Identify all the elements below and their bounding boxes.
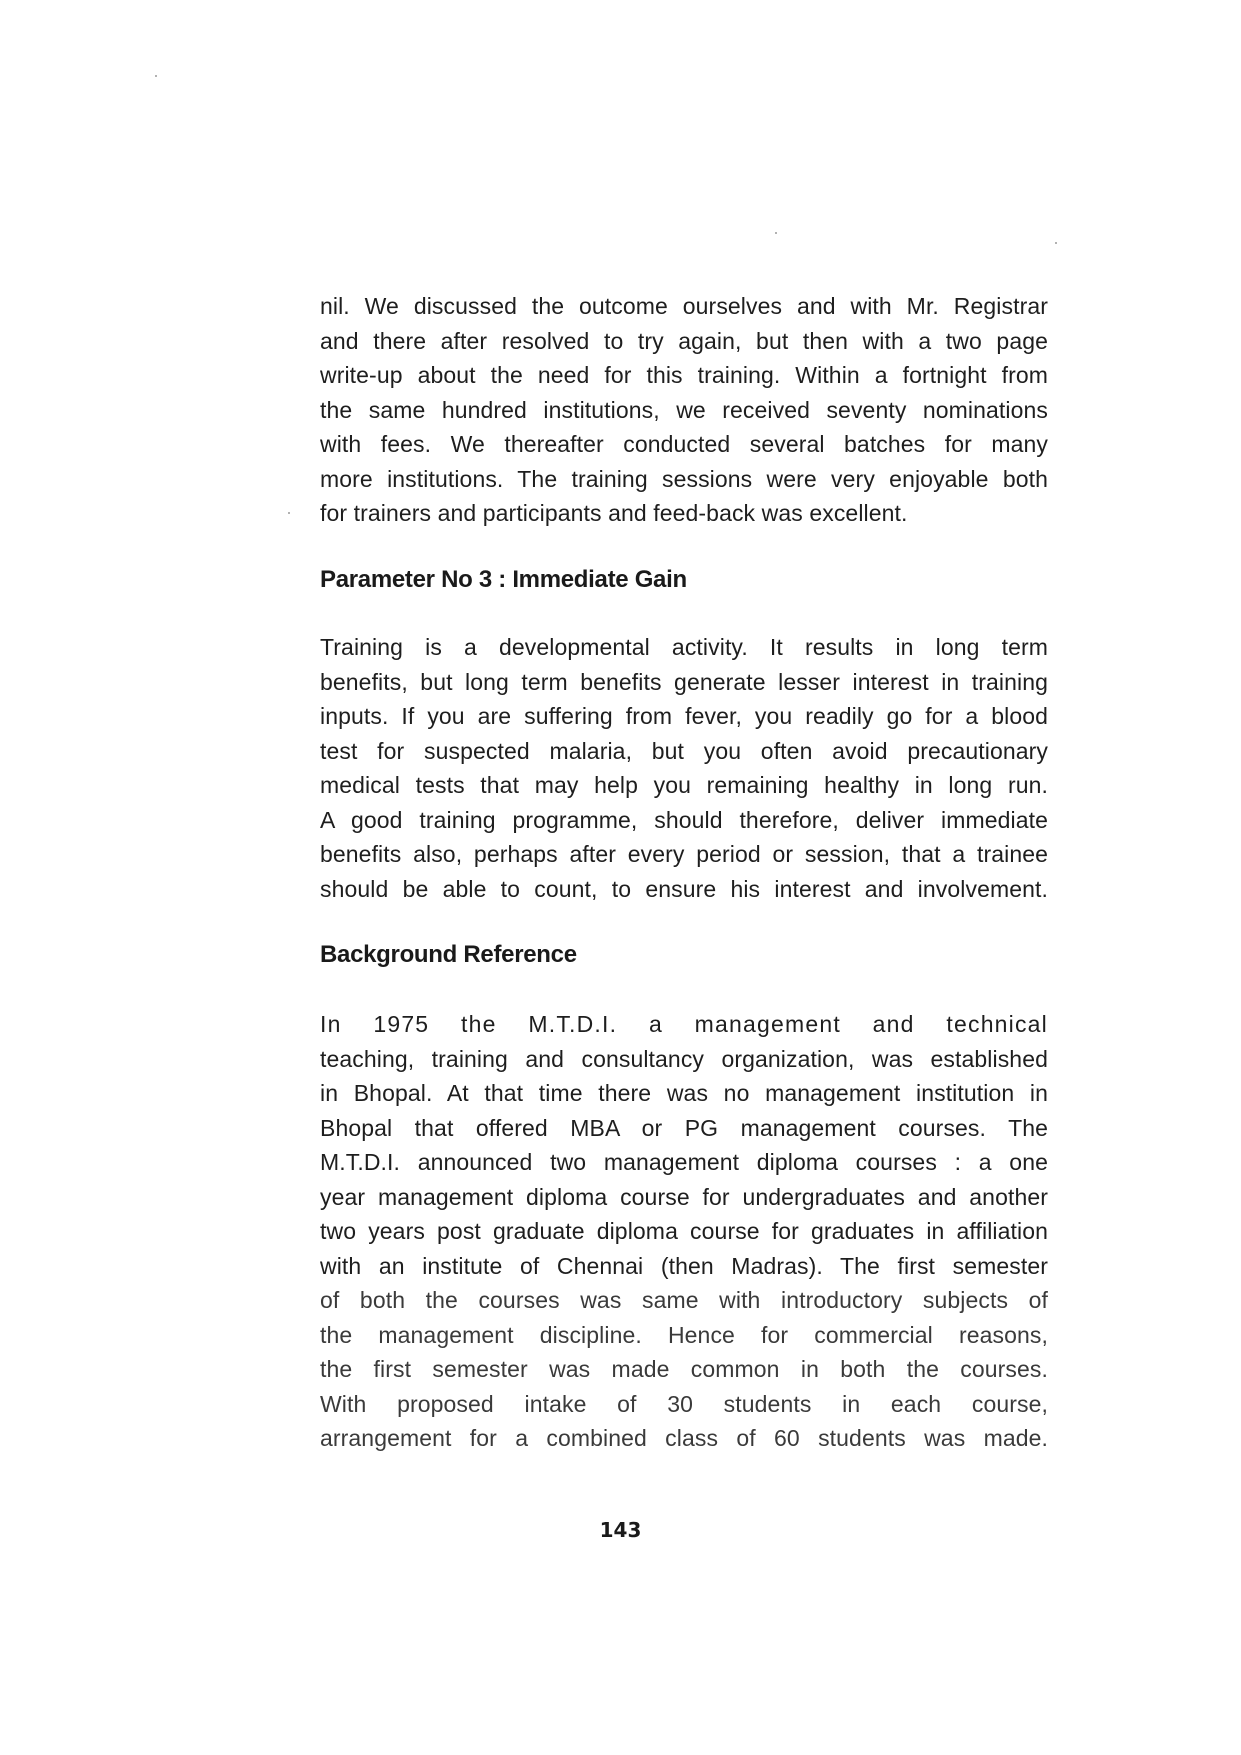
text-line: With proposed intake of 30 students in each course,	[320, 1390, 1048, 1417]
page-number: 143	[599, 1518, 642, 1542]
text-line: In 1975 the M.T.D.I. a management and technical	[320, 1011, 1048, 1037]
text-line: the management discipline. Hence for commercial reasons,	[320, 1321, 1048, 1348]
text-line: the first semester was made common in both the courses.	[320, 1356, 1048, 1382]
text-line: teaching, training and consultancy organization, was established	[320, 1045, 1048, 1072]
scan-speck	[1055, 242, 1057, 244]
text-line: write-up about the need for this training. Within a fortnight from	[320, 362, 1048, 388]
text-line: test for suspected malaria, but you often avoid precautionary	[320, 737, 1048, 764]
text-line: A good training programme, should therefore, deliver immediate	[320, 806, 1048, 833]
text-line: year management diploma course for undergraduates and another	[320, 1183, 1048, 1210]
paragraph-outcome	[320, 289, 1048, 531]
text-line: should be able to count, to ensure his interest and involvement.	[320, 875, 1048, 902]
text-line: Training is a developmental activity. It results in long term	[320, 634, 1048, 660]
text-line: for trainers and participants and feed-back was excellent.	[320, 500, 908, 526]
text-line: Bhopal that offered MBA or PG management courses. The	[320, 1114, 1048, 1141]
section-heading-immediate-gain: Parameter No 3 : Immediate Gain	[320, 566, 687, 593]
text-line: with fees. We thereafter conducted several batches for many	[320, 431, 1048, 457]
text-line: two years post graduate diploma course for graduates in affiliation	[320, 1218, 1048, 1244]
text-line: benefits, but long term benefits generate lesser interest in training	[320, 668, 1048, 695]
scan-speck	[288, 512, 290, 514]
section-heading-background-reference: Background Reference	[320, 941, 577, 968]
text-line: benefits also, perhaps after every period or session, that a trainee	[320, 841, 1048, 867]
text-line: medical tests that may help you remaining healthy in long run.	[320, 772, 1048, 798]
text-line: M.T.D.I. announced two management diploma courses : a one	[320, 1149, 1048, 1175]
text-line: arrangement for a combined class of 60 students was made.	[320, 1425, 1048, 1451]
text-line: in Bhopal. At that time there was no management institution in	[320, 1080, 1048, 1106]
paragraph-background-reference	[320, 1007, 1048, 1456]
text-line: nil. We discussed the outcome ourselves and with Mr. Registrar	[320, 293, 1048, 319]
text-line: the same hundred institutions, we received seventy nominations	[320, 396, 1048, 423]
scan-speck	[775, 232, 777, 234]
scan-speck	[155, 75, 157, 77]
text-line: and there after resolved to try again, but then with a two page	[320, 327, 1048, 354]
text-line: of both the courses was same with introductory subjects of	[320, 1287, 1048, 1313]
text-line: more institutions. The training sessions were very enjoyable both	[320, 465, 1048, 492]
text-line: with an institute of Chennai (then Madras). The first semester	[320, 1252, 1048, 1279]
paragraph-immediate-gain	[320, 630, 1048, 906]
text-line: inputs. If you are suffering from fever, you readily go for a blood	[320, 703, 1048, 729]
